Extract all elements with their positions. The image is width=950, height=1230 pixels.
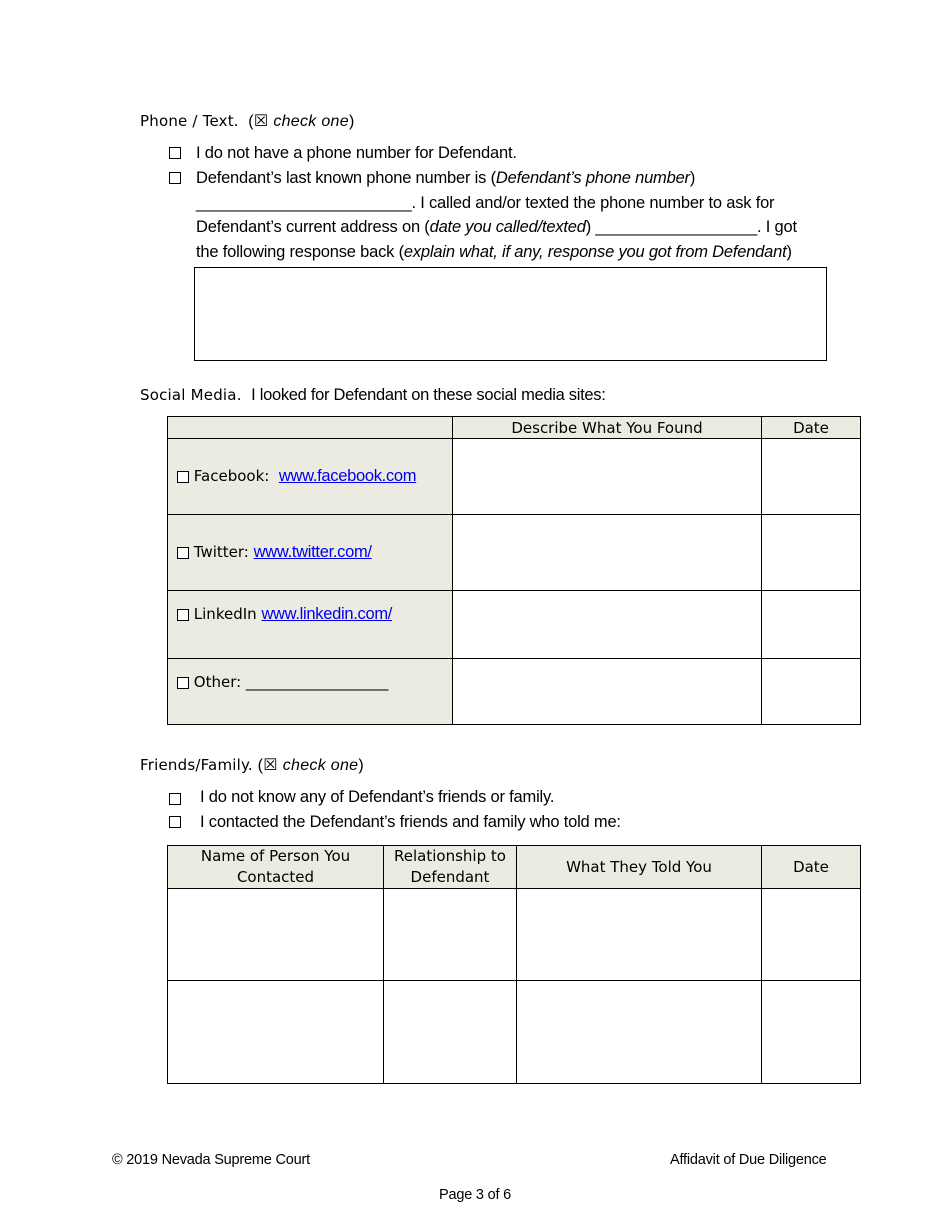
phone-section-title: Phone / Text. (☒ check one) <box>140 112 355 130</box>
contact-date-cell[interactable] <box>762 889 861 981</box>
friends-header-date: Date <box>762 846 861 889</box>
social-row-twitter <box>168 515 861 591</box>
social-media-table <box>167 416 861 725</box>
contact-relationship-cell[interactable] <box>384 889 517 981</box>
facebook-cell: Facebook: www.facebook.com <box>168 439 453 515</box>
twitter-date-cell[interactable] <box>762 515 861 591</box>
social-row-facebook <box>168 439 861 515</box>
social-row-other <box>168 659 861 725</box>
no-phone-checkbox[interactable] <box>169 147 181 159</box>
social-row-linkedin <box>168 591 861 659</box>
friends-header-row <box>168 846 861 889</box>
checked-box-icon: ☒ <box>253 113 269 130</box>
phone-known-line-1: Defendant’s last known phone number is (Defendant’s phone number) <box>196 169 696 187</box>
table-row <box>168 981 861 1084</box>
no-phone-label: I do not have a phone number for Defendant. <box>196 144 517 162</box>
other-found-cell[interactable] <box>453 659 762 725</box>
contact-relationship-cell[interactable] <box>384 981 517 1084</box>
other-cell: Other: ___________________ <box>168 659 453 725</box>
contact-told-cell[interactable] <box>517 889 762 981</box>
phone-known-line-4: the following response back (explain what, if any, response you got from Defendant) <box>196 242 792 261</box>
linkedin-found-cell[interactable] <box>453 591 762 659</box>
friends-section-title: Friends/Family. (☒ check one) <box>140 756 364 774</box>
no-friends-label: I do not know any of Defendant’s friends or family. <box>200 788 555 806</box>
twitter-link[interactable]: www.twitter.com/ <box>253 543 372 561</box>
footer-doc-title: Affidavit of Due Diligence <box>670 1152 827 1168</box>
facebook-date-cell[interactable] <box>762 439 861 515</box>
linkedin-checkbox[interactable] <box>177 609 189 621</box>
social-section-title: Social Media. I looked for Defendant on these social media sites: <box>140 386 606 404</box>
contact-name-cell[interactable] <box>168 981 384 1084</box>
contact-name-cell[interactable] <box>168 889 384 981</box>
twitter-found-cell[interactable] <box>453 515 762 591</box>
contact-told-cell[interactable] <box>517 981 762 1084</box>
facebook-checkbox[interactable] <box>177 471 189 483</box>
contacted-friends-checkbox[interactable] <box>169 816 181 828</box>
other-date-cell[interactable] <box>762 659 861 725</box>
contact-date-cell[interactable] <box>762 981 861 1084</box>
contacted-friends-label: I contacted the Defendant’s friends and family who told me: <box>200 813 621 831</box>
no-friends-checkbox[interactable] <box>169 793 181 805</box>
social-header-row <box>168 417 861 439</box>
phone-known-checkbox[interactable] <box>169 172 181 184</box>
twitter-cell: Twitter: www.twitter.com/ <box>168 515 453 591</box>
phone-number-blank[interactable]: ________________________ <box>196 193 412 212</box>
linkedin-cell: LinkedIn www.linkedin.com/ <box>168 591 453 659</box>
facebook-found-cell[interactable] <box>453 439 762 515</box>
footer-copyright: © 2019 Nevada Supreme Court <box>112 1152 310 1168</box>
other-checkbox[interactable] <box>177 677 189 689</box>
checked-box-icon: ☒ <box>263 757 278 774</box>
social-header-site <box>168 417 453 439</box>
friends-header-told: What They Told You <box>517 846 762 889</box>
phone-known-line-2: ________________________. I called and/or texted the phone number to ask for <box>196 193 775 212</box>
facebook-link[interactable]: www.facebook.com <box>278 467 417 485</box>
social-header-found: Describe What You Found <box>453 417 762 439</box>
friends-family-table <box>167 845 861 1084</box>
social-header-date: Date <box>762 417 861 439</box>
footer-page-number: Page 3 of 6 <box>439 1187 511 1203</box>
linkedin-link[interactable]: www.linkedin.com/ <box>261 605 393 623</box>
linkedin-date-cell[interactable] <box>762 591 861 659</box>
friends-header-relationship: Relationship to Defendant <box>384 846 517 889</box>
twitter-checkbox[interactable] <box>177 547 189 559</box>
phone-known-line-3: Defendant’s current address on (date you called/texted) __________________. I got <box>196 218 797 236</box>
friends-header-name: Name of Person You Contacted <box>168 846 384 889</box>
phone-response-box[interactable] <box>194 267 827 361</box>
table-row <box>168 889 861 981</box>
